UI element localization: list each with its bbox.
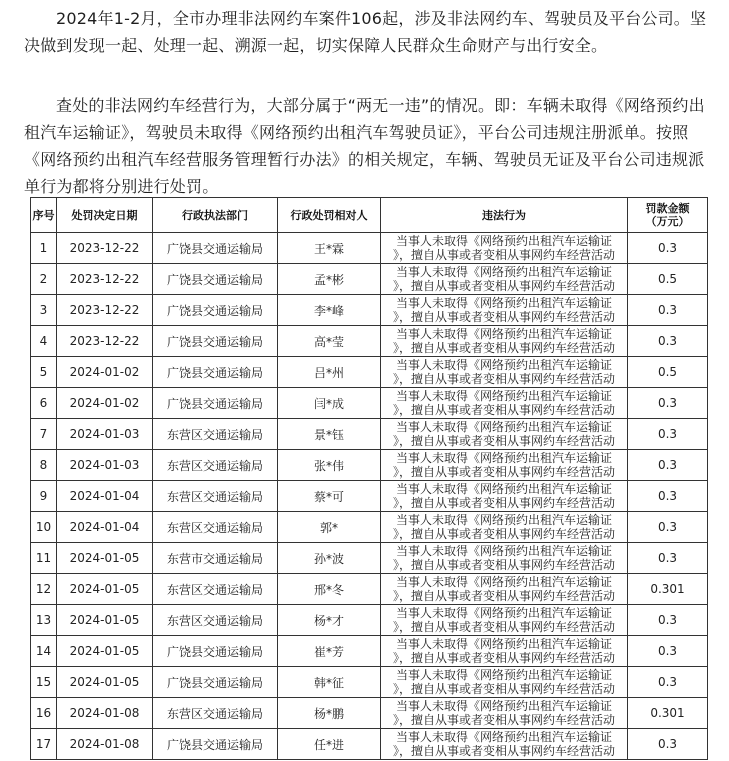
cell-date: 2024-01-05 [57,574,153,605]
header-fine [628,198,708,233]
violation-line-2: 》，擅自从事或者变相从事网约车经营活动 [392,527,615,541]
cell-violation [381,543,628,574]
cell-fine: 0.301 [628,698,708,729]
cell-party: 高*莹 [278,326,381,357]
table-row [31,667,708,698]
violation-line-1: 当事人未取得《网络预约出租汽车运输证 [395,730,612,744]
violation-line-1: 当事人未取得《网络预约出租汽车运输证 [395,606,612,620]
cell-no: 8 [31,450,57,481]
cell-dept: 东营区交通运输局 [153,574,278,605]
cell-fine: 0.3 [628,729,708,760]
cell-fine: 0.3 [628,326,708,357]
cell-violation [381,729,628,760]
cell-no: 9 [31,481,57,512]
cell-fine: 0.3 [628,605,708,636]
cell-no: 6 [31,388,57,419]
cell-party: 王*霖 [278,233,381,264]
cell-dept: 广饶县交通运输局 [153,729,278,760]
violation-line-2: 》，擅自从事或者变相从事网约车经营活动 [392,279,615,293]
cell-date: 2023-12-22 [57,233,153,264]
cell-date: 2024-01-05 [57,636,153,667]
violation-line-2: 》，擅自从事或者变相从事网约车经营活动 [392,341,615,355]
cell-fine: 0.3 [628,233,708,264]
cell-no: 12 [31,574,57,605]
violation-line-1: 当事人未取得《网络预约出租汽车运输证 [395,668,612,682]
cell-party: 郭* [278,512,381,543]
table-row [31,636,708,667]
violation-line-1: 当事人未取得《网络预约出租汽车运输证 [395,234,612,248]
violation-line-2: 》，擅自从事或者变相从事网约车经营活动 [392,496,615,510]
violation-line-2: 》，擅自从事或者变相从事网约车经营活动 [392,310,615,324]
table-header-row [31,198,708,233]
cell-date: 2023-12-22 [57,264,153,295]
violation-line-1: 当事人未取得《网络预约出租汽车运输证 [395,544,612,558]
cell-fine: 0.5 [628,357,708,388]
table-row [31,698,708,729]
cell-party: 任*进 [278,729,381,760]
cell-party: 景*钰 [278,419,381,450]
violation-line-1: 当事人未取得《网络预约出租汽车运输证 [395,389,612,403]
cell-violation [381,450,628,481]
header-act: 违法行为 [381,198,628,233]
cell-date: 2024-01-05 [57,667,153,698]
cell-party: 杨*才 [278,605,381,636]
penalty-table [30,197,708,760]
cell-date: 2023-12-22 [57,295,153,326]
violation-line-1: 当事人未取得《网络预约出租汽车运输证 [395,513,612,527]
cell-violation [381,512,628,543]
cell-date: 2024-01-02 [57,388,153,419]
header-fine-line2: （万元） [645,215,690,228]
table-row [31,481,708,512]
cell-dept: 东营区交通运输局 [153,419,278,450]
cell-date: 2024-01-04 [57,512,153,543]
violation-line-2: 》，擅自从事或者变相从事网约车经营活动 [392,558,615,572]
cell-violation [381,481,628,512]
table-row [31,264,708,295]
cell-fine: 0.3 [628,388,708,419]
table-row [31,357,708,388]
violation-line-2: 》，擅自从事或者变相从事网约车经营活动 [392,434,615,448]
violation-line-1: 当事人未取得《网络预约出租汽车运输证 [395,358,612,372]
cell-violation [381,698,628,729]
cell-dept: 广饶县交通运输局 [153,636,278,667]
cell-party: 杨*鹏 [278,698,381,729]
table-row [31,729,708,760]
cell-date: 2024-01-02 [57,357,153,388]
violation-line-1: 当事人未取得《网络预约出租汽车运输证 [395,637,612,651]
cell-party: 韩*征 [278,667,381,698]
violation-line-2: 》，擅自从事或者变相从事网约车经营活动 [392,651,615,665]
violation-line-1: 当事人未取得《网络预约出租汽车运输证 [395,482,612,496]
violation-line-2: 》，擅自从事或者变相从事网约车经营活动 [392,248,615,262]
cell-violation [381,636,628,667]
cell-fine: 0.3 [628,667,708,698]
violation-line-2: 》，擅自从事或者变相从事网约车经营活动 [392,682,615,696]
cell-dept: 广饶县交通运输局 [153,326,278,357]
cell-fine: 0.3 [628,543,708,574]
cell-violation [381,264,628,295]
header-dept: 行政执法部门 [153,198,278,233]
violation-line-2: 》，擅自从事或者变相从事网约车经营活动 [392,713,615,727]
violation-line-2: 》，擅自从事或者变相从事网约车经营活动 [392,589,615,603]
violation-line-1: 当事人未取得《网络预约出租汽车运输证 [395,265,612,279]
cell-violation [381,357,628,388]
violation-line-2: 》，擅自从事或者变相从事网约车经营活动 [392,372,615,386]
cell-dept: 东营区交通运输局 [153,512,278,543]
cell-party: 李*峰 [278,295,381,326]
cell-violation [381,388,628,419]
cell-dept: 广饶县交通运输局 [153,357,278,388]
violation-line-1: 当事人未取得《网络预约出租汽车运输证 [395,327,612,341]
cell-no: 13 [31,605,57,636]
violation-line-1: 当事人未取得《网络预约出租汽车运输证 [395,420,612,434]
cell-no: 1 [31,233,57,264]
intro-paragraph-2: 查处的非法网约车经营行为，大部分属于“两无一违”的情况。即：车辆未取得《网络预约出租汽车运输证》，驾驶员未取得《网络预约出租汽车驾驶员证》，平台公司违规注册派单。按照《网络预约出租汽车经营服务管理暂行办法》的相关规定，车辆、驾驶员无证及平台公司违规派单行为都将分别进行处罚。 [24,96,705,196]
table-row [31,419,708,450]
cell-fine: 0.3 [628,636,708,667]
cell-party: 吕*州 [278,357,381,388]
header-date: 处罚决定日期 [57,198,153,233]
cell-dept: 广饶县交通运输局 [153,388,278,419]
cell-dept: 广饶县交通运输局 [153,264,278,295]
cell-no: 14 [31,636,57,667]
table-row [31,450,708,481]
cell-dept: 广饶县交通运输局 [153,667,278,698]
table-row [31,512,708,543]
table-row [31,326,708,357]
cell-fine: 0.3 [628,512,708,543]
cell-no: 7 [31,419,57,450]
violation-line-2: 》，擅自从事或者变相从事网约车经营活动 [392,403,615,417]
cell-party: 闫*成 [278,388,381,419]
cell-dept: 广饶县交通运输局 [153,295,278,326]
header-party: 行政处罚相对人 [278,198,381,233]
cell-dept: 广饶县交通运输局 [153,233,278,264]
cell-no: 3 [31,295,57,326]
violation-line-2: 》，擅自从事或者变相从事网约车经营活动 [392,620,615,634]
cell-date: 2023-12-22 [57,326,153,357]
cell-dept: 东营市交通运输局 [153,543,278,574]
violation-line-1: 当事人未取得《网络预约出租汽车运输证 [395,699,612,713]
cell-no: 15 [31,667,57,698]
cell-party: 张*伟 [278,450,381,481]
violation-line-2: 》，擅自从事或者变相从事网约车经营活动 [392,744,615,758]
header-no: 序号 [31,198,57,233]
cell-date: 2024-01-08 [57,698,153,729]
violation-line-2: 》，擅自从事或者变相从事网约车经营活动 [392,465,615,479]
cell-date: 2024-01-05 [57,605,153,636]
cell-no: 10 [31,512,57,543]
violation-line-1: 当事人未取得《网络预约出租汽车运输证 [395,296,612,310]
cell-violation [381,326,628,357]
table-row [31,574,708,605]
cell-fine: 0.3 [628,450,708,481]
cell-violation [381,667,628,698]
table-row [31,605,708,636]
cell-fine: 0.3 [628,295,708,326]
cell-dept: 东营区交通运输局 [153,481,278,512]
cell-date: 2024-01-08 [57,729,153,760]
cell-party: 邢*冬 [278,574,381,605]
table-row [31,543,708,574]
cell-party: 孟*彬 [278,264,381,295]
header-fine-line1: 罚款金额 [645,202,690,215]
cell-violation [381,605,628,636]
cell-date: 2024-01-03 [57,419,153,450]
cell-party: 崔*芳 [278,636,381,667]
cell-no: 2 [31,264,57,295]
cell-fine: 0.301 [628,574,708,605]
cell-fine: 0.3 [628,419,708,450]
cell-violation [381,233,628,264]
cell-date: 2024-01-03 [57,450,153,481]
violation-line-1: 当事人未取得《网络预约出租汽车运输证 [395,451,612,465]
cell-no: 16 [31,698,57,729]
cell-no: 4 [31,326,57,357]
cell-violation [381,419,628,450]
violation-line-1: 当事人未取得《网络预约出租汽车运输证 [395,575,612,589]
cell-dept: 东营区交通运输局 [153,698,278,729]
cell-violation [381,295,628,326]
cell-date: 2024-01-05 [57,543,153,574]
cell-violation [381,574,628,605]
cell-dept: 东营区交通运输局 [153,605,278,636]
cell-date: 2024-01-04 [57,481,153,512]
table-row [31,295,708,326]
cell-no: 17 [31,729,57,760]
cell-no: 5 [31,357,57,388]
cell-fine: 0.3 [628,481,708,512]
cell-no: 11 [31,543,57,574]
table-row [31,388,708,419]
cell-fine: 0.5 [628,264,708,295]
cell-party: 孙*波 [278,543,381,574]
cell-dept: 东营区交通运输局 [153,450,278,481]
intro-paragraph-1: 2024年1-2月，全市办理非法网约车案件106起，涉及非法网约车、驾驶员及平台公司。坚决做到发现一起、处理一起、溯源一起，切实保障人民群众生命财产与出行安全。 [24,9,707,55]
table-row [31,233,708,264]
cell-party: 蔡*可 [278,481,381,512]
